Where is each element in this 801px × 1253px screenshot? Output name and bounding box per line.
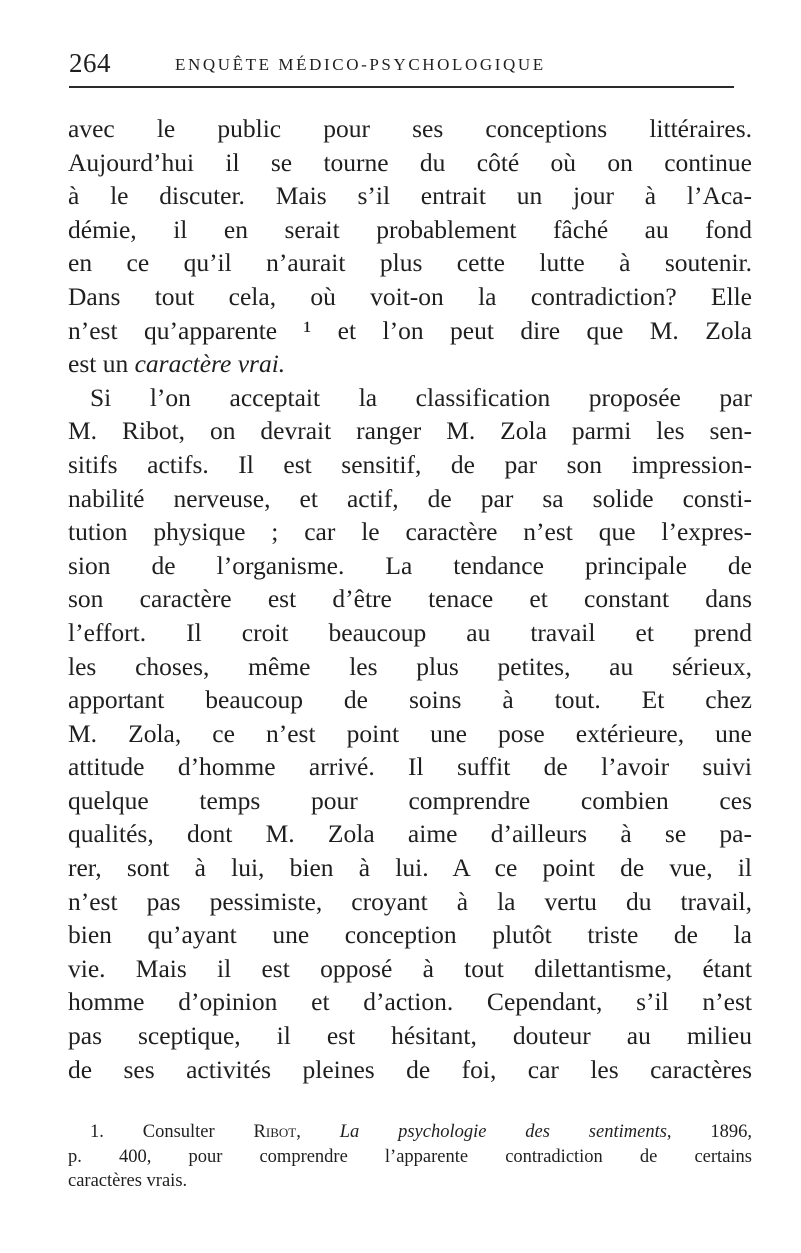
running-title: ENQUÊTE MÉDICO-PSYCHOLOGIQUE	[175, 55, 546, 74]
footnote-line	[68, 1120, 752, 1145]
text-line	[68, 347, 752, 381]
text-line-start: est un	[68, 349, 135, 379]
text-line: vie. Mais il est opposé à tout dilettantisme, étant	[68, 953, 752, 983]
text-line: M. Ribot, on devrait ranger M. Zola parmi les sen-	[68, 416, 752, 446]
text-line: nabilité nerveuse, et actif, de par sa solide consti-	[68, 483, 752, 513]
text-line: à le discuter. Mais s’il entrait un jour à l’Aca-	[68, 181, 752, 211]
paragraph-start-line: Si l’on acceptait la classification proposée par	[90, 382, 752, 412]
text-line: l’effort. Il croit beaucoup au travail et prend	[68, 617, 752, 647]
footnote-line: p. 400, pour comprendre l’apparente contradiction de certains	[68, 1146, 752, 1167]
text-line: bien qu’ayant une conception plutôt triste de la	[68, 920, 752, 950]
footnote	[68, 1120, 752, 1194]
text-line: de ses activités pleines de foi, car les caractères	[68, 1054, 752, 1084]
text-line: Aujourd’hui il se tourne du côté où on continue	[68, 147, 752, 177]
text-line: apportant beaucoup de soins à tout. Et chez	[68, 685, 752, 715]
text-line: sitifs actifs. Il est sensitif, de par son impression-	[68, 449, 752, 479]
header-rule	[69, 86, 734, 88]
body-text	[68, 112, 752, 1086]
footnote-prefix: 1. Consulter	[90, 1122, 254, 1142]
text-line: Dans tout cela, où voit-on la contradiction? Elle	[68, 281, 752, 311]
footnote-author: Ribot	[253, 1122, 297, 1142]
text-line: quelque temps pour comprendre combien ces	[68, 785, 752, 815]
text-line: tution physique ; car le caractère n’est que l’expres-	[68, 517, 752, 547]
footnote-line: caractères vrais.	[68, 1171, 188, 1191]
text-line: qualités, dont M. Zola aime d’ailleurs à se pa-	[68, 819, 752, 849]
text-line: pas sceptique, il est hésitant, douteur au milieu	[68, 1021, 752, 1051]
text-line: n’est qu’apparente ¹ et l’on peut dire que M. Zola	[68, 315, 752, 345]
footnote-year: , 1896,	[666, 1122, 753, 1142]
text-line: en ce qu’il n’aurait plus cette lutte à soutenir.	[68, 248, 752, 278]
text-line: homme d’opinion et d’action. Cependant, s’il n’est	[68, 987, 752, 1017]
text-line: sion de l’organisme. La tendance principale de	[68, 550, 752, 580]
footnote-book-title: La psychologie des sentiments	[339, 1122, 667, 1142]
page-number: 264	[69, 48, 111, 78]
footnote-separator: ,	[296, 1122, 340, 1142]
text-line: démie, il en serait probablement fâché au fond	[68, 214, 752, 244]
text-line: rer, sont à lui, bien à lui. A ce point de vue, il	[68, 853, 752, 883]
text-line: attitude d’homme arrivé. Il suffit de l’avoir suivi	[68, 752, 752, 782]
text-line: n’est pas pessimiste, croyant à la vertu du travail,	[68, 886, 752, 916]
page-header	[69, 48, 739, 84]
italic-phrase: caractère vrai.	[134, 349, 286, 379]
text-line: M. Zola, ce n’est point une pose extérieure, une	[68, 718, 752, 748]
text-line: avec le public pour ses conceptions littéraires.	[68, 114, 752, 143]
text-line: son caractère est d’être tenace et constant dans	[68, 584, 752, 614]
text-line: les choses, même les plus petites, au sérieux,	[68, 651, 752, 681]
